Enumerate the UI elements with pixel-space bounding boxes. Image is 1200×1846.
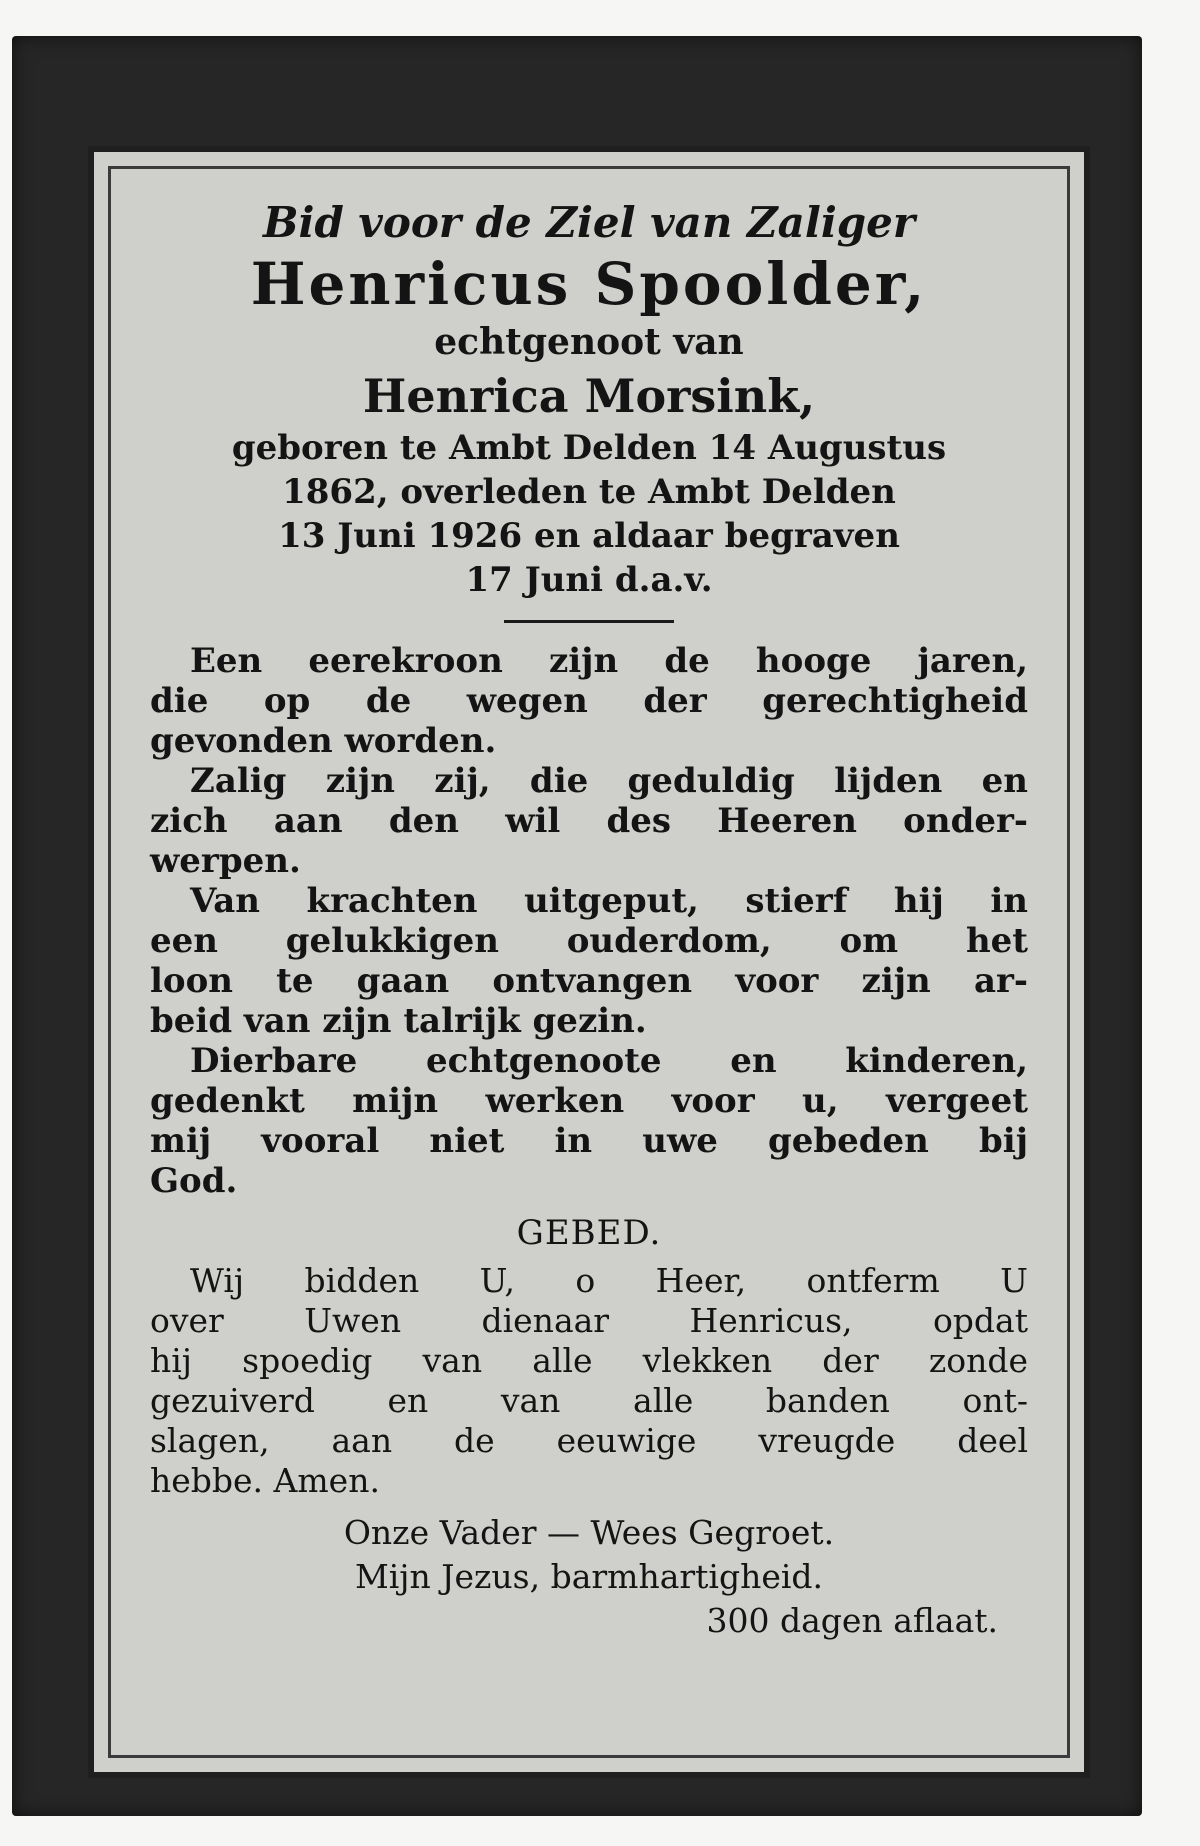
divider-rule — [504, 620, 674, 623]
verse-line: Van krachten uitgeput, stierf hij in — [190, 881, 1028, 921]
memorial-card — [88, 146, 1090, 1778]
dates-line: 17 Juni d.a.v. — [465, 560, 713, 600]
deceased-name: Henricus Spoolder, — [250, 250, 928, 318]
verse — [150, 881, 1028, 1041]
verse — [150, 641, 1028, 761]
closing-line: Mijn Jezus, barmhartigheid. — [354, 1557, 824, 1596]
card-content — [150, 196, 1028, 1643]
spouse-intro: echtgenoot van — [434, 321, 744, 363]
verse — [150, 1041, 1028, 1201]
prayer-line: hebbe. Amen. — [150, 1461, 380, 1500]
dates-line: 13 Juni 1926 en aldaar begraven — [278, 516, 900, 556]
verse — [150, 761, 1028, 881]
verse-line: werpen. — [150, 841, 301, 881]
verse-line: loon te gaan ontvangen voor zijn ar- — [150, 961, 1028, 1001]
prayer-line: hij spoedig van alle vlekken der zonde — [150, 1341, 1028, 1380]
verse-line: Dierbare echtgenoote en kinderen, — [190, 1041, 1028, 1081]
prayer-heading: GEBED. — [516, 1213, 662, 1253]
indulgence-note: 300 dagen aflaat. — [706, 1601, 998, 1640]
verse-line: Zalig zijn zij, die geduldig lijden en — [190, 761, 1028, 801]
prayer-line: Wij bidden U, o Heer, ontferm U — [190, 1261, 1028, 1300]
spouse-name: Henrica Morsink, — [362, 369, 816, 423]
closing-prayers — [150, 1511, 1028, 1599]
dates-line: geboren te Ambt Delden 14 Augustus — [231, 428, 947, 468]
verse-line: mij vooral niet in uwe gebeden bij — [150, 1121, 1028, 1161]
prayer-line: over Uwen dienaar Henricus, opdat — [150, 1301, 1028, 1340]
verse-line: God. — [150, 1161, 238, 1201]
dates-line: 1862, overleden te Ambt Delden — [282, 472, 896, 512]
verse-line: beid van zijn talrijk gezin. — [150, 1001, 647, 1041]
verse-line: Een eerekroon zijn de hooge jaren, — [190, 641, 1028, 681]
closing-line: Onze Vader — Wees Gegroet. — [343, 1513, 835, 1552]
mourning-border — [12, 36, 1142, 1816]
prayer-text — [150, 1261, 1028, 1501]
prayer-line: slagen, aan de eeuwige vreugde deel — [150, 1421, 1028, 1460]
verse-line: die op de wegen der gerechtigheid — [150, 681, 1028, 721]
invocation: Bid voor de Ziel van Zaliger — [262, 198, 916, 247]
verse-line: een gelukkigen ouderdom, om het — [150, 921, 1028, 961]
verse-line: gevonden worden. — [150, 721, 497, 761]
card-header — [150, 196, 1028, 602]
verse-line: zich aan den wil des Heeren onder- — [150, 801, 1028, 841]
prayer-paragraph — [150, 1261, 1028, 1501]
verses — [150, 641, 1028, 1201]
prayer-line: gezuiverd en van alle banden ont- — [150, 1381, 1028, 1420]
verse-line: gedenkt mijn werken voor u, vergeet — [150, 1081, 1028, 1121]
